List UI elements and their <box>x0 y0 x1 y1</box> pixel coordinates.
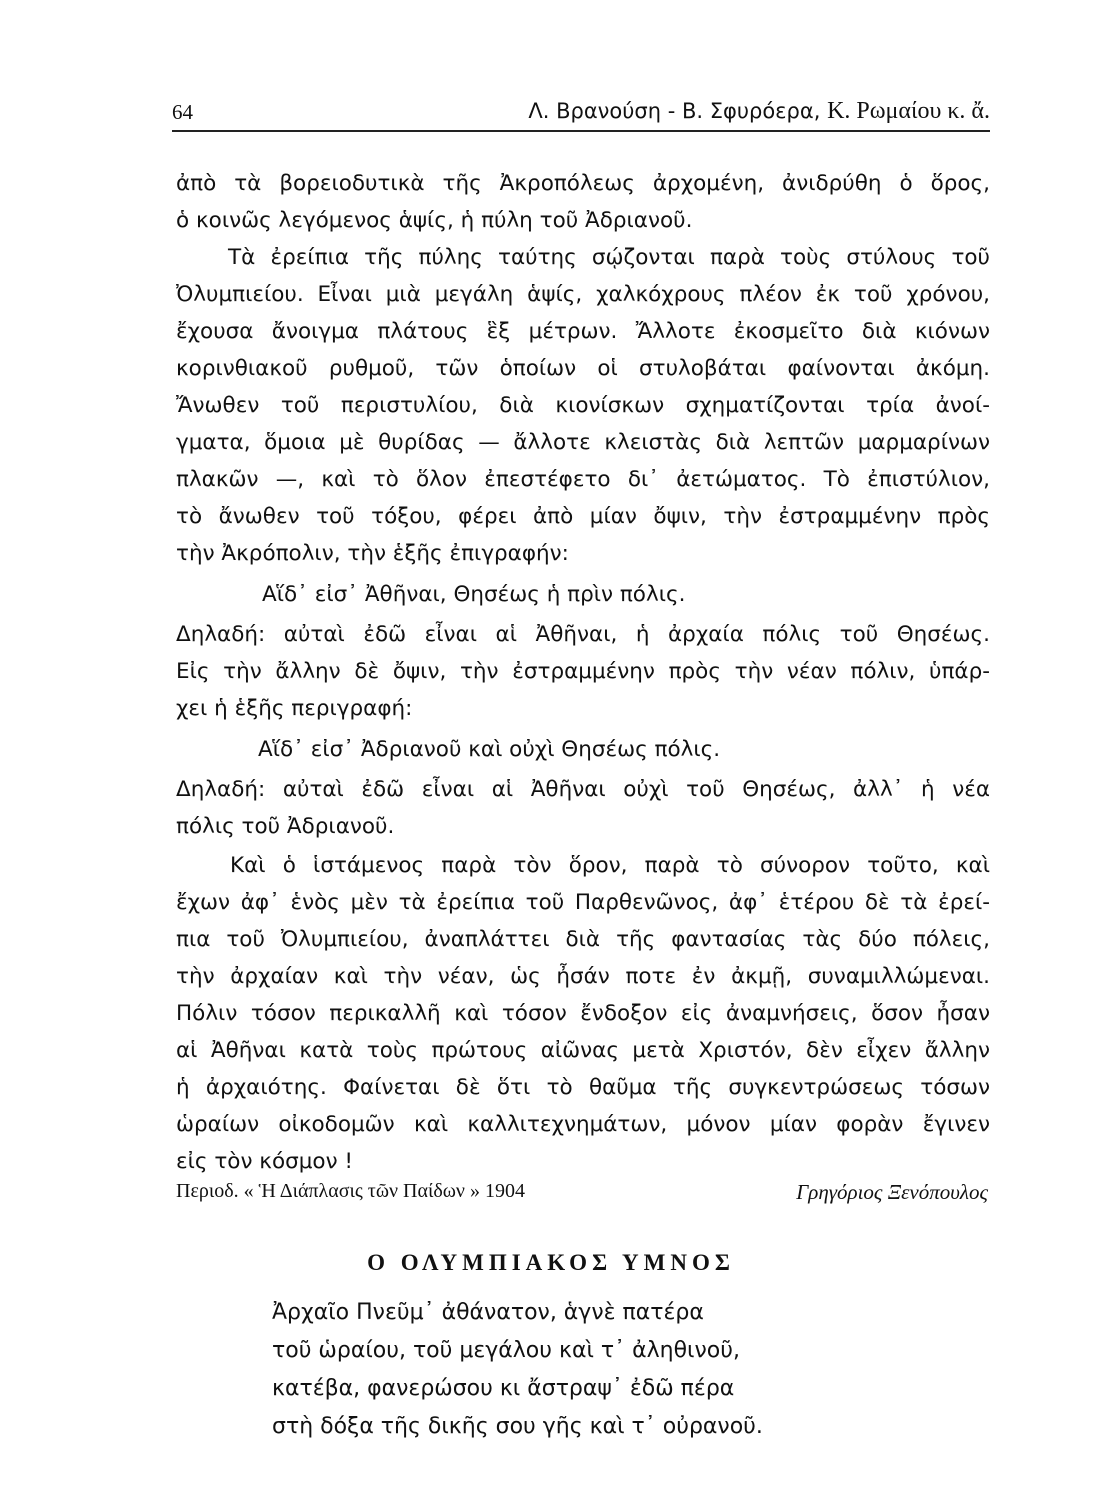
page-number: 64 <box>172 100 193 124</box>
text-line: πλακῶν —, καὶ τὸ ὅλον ἐπεστέφετο δι᾽ ἀετώματος. Τὸ ἐπιστύλιον, <box>176 467 990 492</box>
text-line: Ἄνωθεν τοῦ περιστυλίου, διὰ κιονίσκων σχηματίζονται τρία ἀνοί- <box>176 393 990 418</box>
text-line: ἔχουσα ἄνοιγμα πλάτους ἓξ μέτρων. Ἄλλοτε ἐκοσμεῖτο διὰ κιόνων <box>176 319 990 344</box>
text-line: αἱ Ἀθῆναι κατὰ τοὺς πρώτους αἰῶνας μετὰ Χριστόν, δὲν εἶχεν ἄλλην <box>176 1038 990 1063</box>
text-line: ὡραίων οἰκοδομῶν καὶ καλλιτεχνημάτων, μόνον μίαν φορὰν ἔγινεν <box>176 1112 990 1137</box>
author-name: Γρηγόριος Ξενόπουλος <box>796 1180 988 1204</box>
inscription-line: Αἵδ᾽ εἰσ᾽ Ἀθῆναι, Θησέως ἡ πρὶν πόλις. <box>262 582 686 607</box>
poem-line: Ἀρχαῖο Πνεῦμ᾽ ἀθάνατον, ἁγνὲ πατέρα <box>272 1300 704 1325</box>
text-line: Δηλαδή: αὐταὶ ἐδῶ εἶναι αἱ Ἀθῆναι οὐχὶ τοῦ Θησέως, ἀλλ᾽ ἡ νέα <box>176 777 990 802</box>
text-line: χει ἡ ἑξῆς περιγραφή: <box>176 696 413 721</box>
text-line: πια τοῦ Ὀλυμπιείου, ἀναπλάττει διὰ τῆς φαντασίας τὰς δύο πόλεις, <box>176 927 990 952</box>
poem-line: κατέβα, φανερώσου κι ἄστραψ᾽ ἐδῶ πέρα <box>272 1376 735 1401</box>
text-line: ἡ ἀρχαιότης. Φαίνεται δὲ ὅτι τὸ θαῦμα τῆς συγκεντρώσεως τόσων <box>176 1075 990 1100</box>
poem-line: στὴ δόξα τῆς δικῆς σου γῆς καὶ τ᾽ οὐρανοῦ. <box>272 1414 763 1439</box>
text-line: Πόλιν τόσον περικαλλῆ καὶ τόσον ἔνδοξον εἰς ἀναμνήσεις, ὅσον ἦσαν <box>176 1001 990 1026</box>
text-line: πόλις τοῦ Ἀδριανοῦ. <box>176 814 395 839</box>
text-line: Καὶ ὁ ἱστάμενος παρὰ τὸν ὅρον, παρὰ τὸ σύνορον τοῦτο, καὶ <box>230 853 990 878</box>
running-title <box>528 98 990 125</box>
text-line: Δηλαδή: αὐταὶ ἐδῶ εἶναι αἱ Ἀθῆναι, ἡ ἀρχαία πόλις τοῦ Θησέως. <box>176 622 990 647</box>
running-title-authors: Λ. Βρανούση - Β. Σφυρόερα, <box>528 99 821 123</box>
text-line: Ὀλυμπιείου. Εἶναι μιὰ μεγάλη ἁψίς, χαλκόχρους πλέον ἐκ τοῦ χρόνου, <box>176 282 990 307</box>
running-title-rest: Κ. Ρωμαίου κ. ἄ. <box>827 98 990 124</box>
source-citation: Περιοδ. « Ἡ Διάπλασις τῶν Παίδων » 1904 <box>176 1180 525 1202</box>
poem-title: Ο ΟΛΥΜΠΙΑΚΟΣ ΥΜΝΟΣ <box>367 1250 735 1275</box>
text-line: τὴν Ἀκρόπολιν, τὴν ἑξῆς ἐπιγραφήν: <box>176 541 569 566</box>
text-line: κορινθιακοῦ ρυθμοῦ, τῶν ὁποίων οἱ στυλοβάται φαίνονται ἀκόμη. <box>176 356 990 381</box>
text-line: ἔχων ἀφ᾽ ἑνὸς μὲν τὰ ἐρείπια τοῦ Παρθενῶνος, ἀφ᾽ ἑτέρου δὲ τὰ ἐρεί- <box>176 890 990 915</box>
text-line: γματα, ὅμοια μὲ θυρίδας — ἄλλοτε κλειστὰς διὰ λεπτῶν μαρμαρίνων <box>176 430 990 455</box>
text-line: τὴν ἀρχαίαν καὶ τὴν νέαν, ὡς ἦσάν ποτε ἐν ἀκμῇ, συναμιλλώμεναι. <box>176 964 990 989</box>
text-line: ἀπὸ τὰ βορειοδυτικὰ τῆς Ἀκροπόλεως ἀρχομένη, ἀνιδρύθη ὁ ὅρος, <box>176 171 990 196</box>
text-line: εἰς τὸν κόσμον ! <box>176 1149 354 1174</box>
text-line: Τὰ ἐρείπια τῆς πύλης ταύτης σῴζονται παρὰ τοὺς στύλους τοῦ <box>228 245 990 270</box>
text-line: ὁ κοινῶς λεγόμενος ἁψίς, ἡ πύλη τοῦ Ἀδριανοῦ. <box>176 208 693 233</box>
text-line: Εἰς τὴν ἄλλην δὲ ὄψιν, τὴν ἐστραμμένην πρὸς τὴν νέαν πόλιν, ὑπάρ- <box>176 659 990 684</box>
poem-line: τοῦ ὡραίου, τοῦ μεγάλου καὶ τ᾽ ἀληθινοῦ, <box>272 1338 740 1363</box>
page-header <box>172 96 990 132</box>
inscription-line: Αἵδ᾽ εἰσ᾽ Ἀδριανοῦ καὶ οὐχὶ Θησέως πόλις. <box>258 737 721 762</box>
text-line: τὸ ἄνωθεν τοῦ τόξου, φέρει ἀπὸ μίαν ὄψιν, τὴν ἐστραμμένην πρὸς <box>176 504 990 529</box>
